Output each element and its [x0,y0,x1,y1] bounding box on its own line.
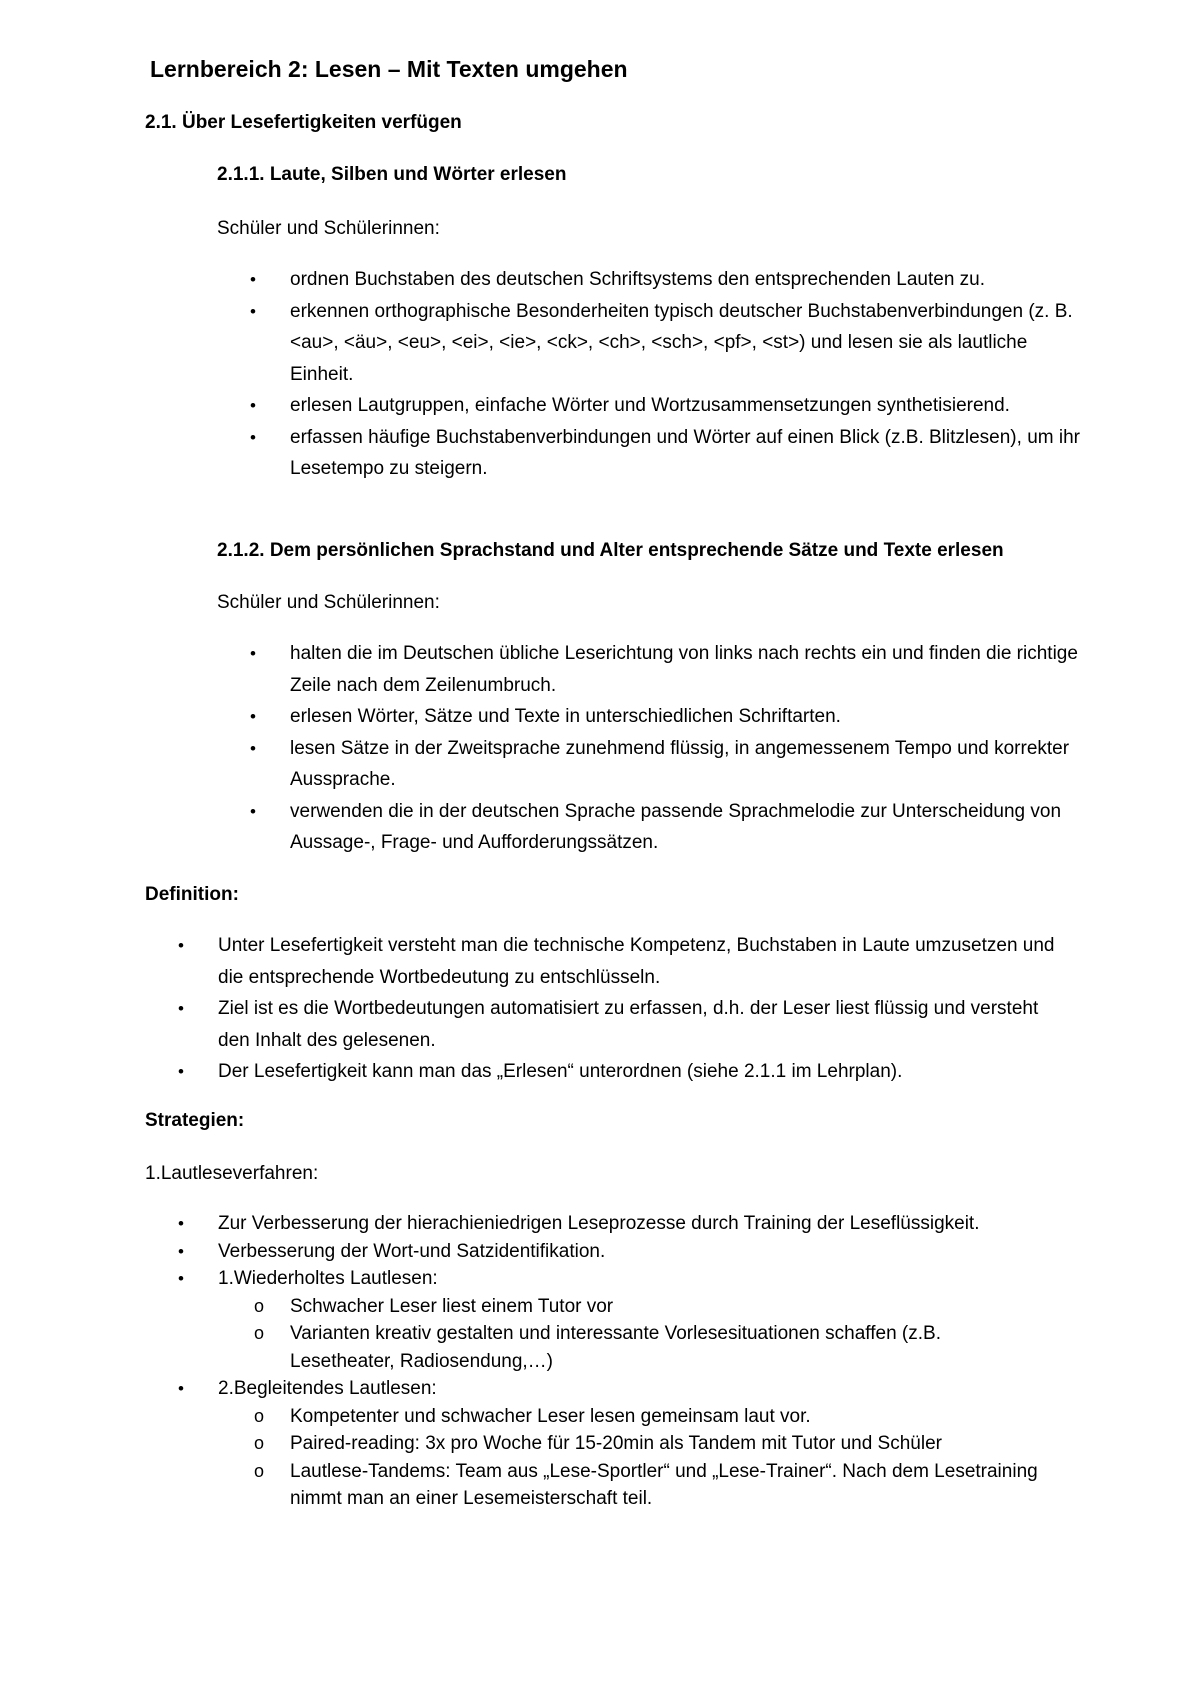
list-item-text: halten die im Deutschen übliche Leserichtung von links nach rechts ein und finden die richtige Zeile nach dem Zeilenumbruch. [290,643,1078,696]
sub-list-item-text: Varianten kreativ gestalten und interessante Vorlesesituationen schaffen (z.B. Lesetheater, Radiosendung,…) [290,1323,941,1372]
circle-bullet-icon: o [254,1323,265,1343]
subsection-heading-2-1-2: 2.1.2. Dem persönlichen Sprachstand und Alter entsprechende Sätze und Texte erlesen [217,540,1004,561]
list-item [178,930,1068,993]
subsection-heading-2-1-1: 2.1.1. Laute, Silben und Wörter erlesen [217,164,567,185]
sub-list-item-text: Lautlese-Tandems: Team aus „Lese-Sportler“ und „Lese-Trainer“. Nach dem Lesetraining nimmt man an einer Lesemeisterschaft teil. [290,1460,1038,1509]
circle-bullet-icon: o [254,1460,265,1481]
list-item-text: verwenden die in der deutschen Sprache passende Sprachmelodie zur Unterscheidung von Aussage-, Frage- und Aufforderungssätzen. [290,800,1062,853]
circle-bullet-icon: o [254,1295,265,1316]
bullet-icon: • [178,1241,184,1261]
circle-bullet-icon: o [254,1405,265,1426]
bullet-icon: • [250,801,256,821]
strategies-label: Strategien: [145,1110,245,1131]
bullet-icon: • [178,936,184,955]
list-item [178,1265,1068,1375]
list-item-text: 1.Wiederholtes Lautlesen: [218,1268,438,1289]
list-item-text: Unter Lesefertigkeit versteht man die technische Kompetenz, Buchstaben in Laute umzusetzen und die entsprechende Wortbedeutung zu entschlüsseln. [218,935,1055,988]
bullet-icon: • [250,270,256,289]
list-item-text: ordnen Buchstaben des deutschen Schriftsystems den entsprechenden Lauten zu. [290,269,986,290]
list-item [250,264,1090,296]
sub-list [254,1403,1050,1513]
bullet-icon: • [250,301,256,321]
list-item [178,1210,1068,1238]
list-item-text: 2.Begleitendes Lautlesen: [218,1378,437,1399]
subsection-intro-2-1-1: Schüler und Schülerinnen: [217,218,440,239]
list-item [250,296,1090,391]
sub-list [254,1293,1050,1376]
list-item [250,638,1090,701]
subsection-intro-2-1-2: Schüler und Schülerinnen: [217,592,440,613]
list-item-text: Der Lesefertigkeit kann man das „Erlesen“ unterordnen (siehe 2.1.1 im Lehrplan). [218,1061,903,1082]
bullet-icon: • [250,427,256,447]
sub-list-item-text: Schwacher Leser liest einem Tutor vor [290,1295,614,1317]
list-item-text: lesen Sätze in der Zweitsprache zunehmend flüssig, in angemessenem Tempo und korrekter Aussprache. [290,737,1070,790]
bullet-icon: • [178,1214,184,1233]
bullet-icon: • [178,999,184,1018]
list-item [178,1056,1068,1088]
list-item-text: erlesen Lautgruppen, einfache Wörter und Wortzusammensetzungen synthetisierend. [290,395,1010,416]
list-item [178,1238,1068,1266]
list-item-text: Ziel ist es die Wortbedeutungen automatisiert zu erfassen, d.h. der Leser liest flüssig und versteht den Inhalt des gelesenen. [218,998,1039,1051]
list-item [178,993,1068,1056]
bullet-icon: • [178,1379,184,1398]
definition-label: Definition: [145,884,239,905]
sub-list-item-text: Paired-reading: 3x pro Woche für 15-20min als Tandem mit Tutor und Schüler [290,1433,942,1454]
bullet-icon: • [178,1269,184,1288]
list-item-text: erfassen häufige Buchstabenverbindungen und Wörter auf einen Blick (z.B. Blitzlesen), um ihr Lesetempo zu steigern. [290,426,1080,479]
list-item [250,796,1090,859]
list-item [250,390,1090,422]
list-item-text: Zur Verbesserung der hierachieniedrigen Leseprozesse durch Training der Leseflüssigkeit. [218,1213,980,1234]
sub-list-item-text: Kompetenter und schwacher Leser lesen gemeinsam laut vor. [290,1405,811,1427]
circle-bullet-icon: o [254,1433,265,1453]
bullet-icon: • [250,707,256,726]
list-item-text: erlesen Wörter, Sätze und Texte in unterschiedlichen Schriftarten. [290,706,841,727]
bullet-icon: • [250,738,256,758]
section-heading: 2.1. Über Lesefertigkeiten verfügen [145,112,462,133]
sub-list-item [254,1293,1050,1321]
bullet-icon: • [250,644,256,663]
sub-list-item [254,1430,1050,1458]
bullet-list-2-1-1 [250,264,1090,485]
page-title: Lernbereich 2: Lesen – Mit Texten umgehen [150,56,628,82]
bullet-icon: • [250,396,256,415]
list-item-text: erkennen orthographische Besonderheiten typisch deutscher Buchstabenverbindungen (z. B. <au>, <äu>, <eu>, <ei>, <ie>, <ck>, <ch>, <sch>, <pf>, <st>) und lesen sie als lautliche Einheit. [290,300,1073,385]
list-item [250,422,1090,485]
list-item [250,701,1090,733]
sub-list-item [254,1458,1050,1513]
list-item-text: Verbesserung der Wort-und Satzidentifikation. [218,1240,606,1262]
sub-list-item [254,1403,1050,1431]
list-item [250,733,1090,796]
bullet-list-2-1-2 [250,638,1090,859]
list-item [178,1375,1068,1513]
definition-list [178,930,1068,1088]
strategies-list [178,1210,1068,1513]
sub-list-item [254,1320,1050,1375]
bullet-icon: • [178,1062,184,1081]
method-heading: 1.Lautleseverfahren: [145,1163,319,1184]
